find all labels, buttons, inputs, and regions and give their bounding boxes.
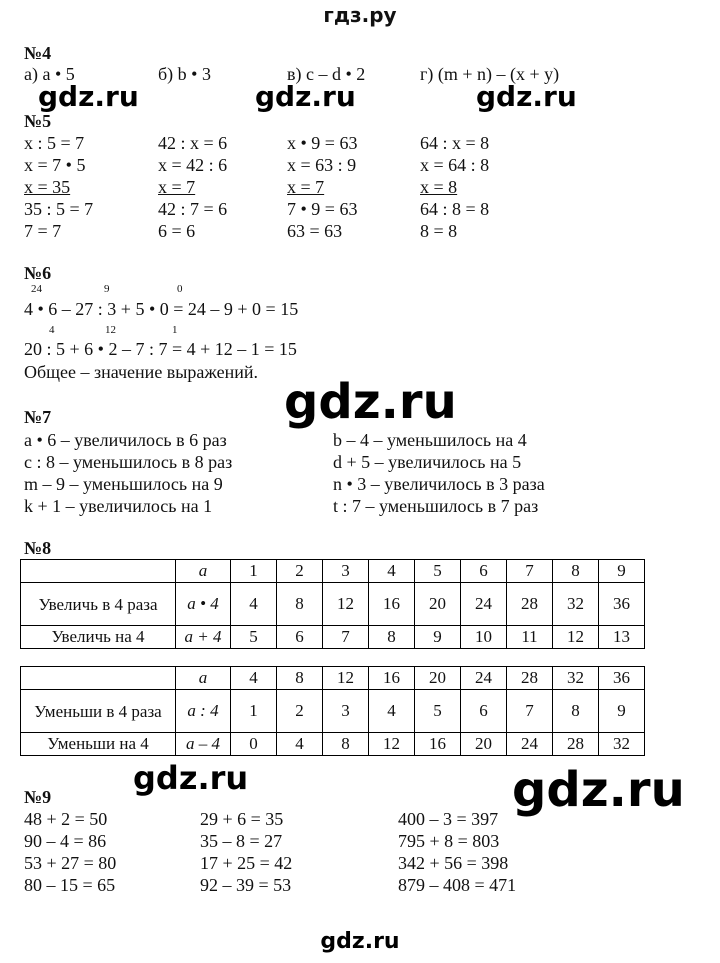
task-6-label: №6	[24, 263, 52, 283]
watermark: gdz.ru	[476, 80, 577, 113]
table-cell: 8	[277, 583, 323, 626]
order-mark: 12	[105, 324, 116, 336]
task-6-line-1: 4 • 6 – 27 : 3 + 5 • 0 = 24 – 9 + 0 = 15	[24, 299, 299, 319]
task-9-col-2	[200, 808, 292, 896]
equation: 795 + 8 = 803	[398, 831, 500, 851]
check: 64 : 8 = 8	[420, 199, 490, 219]
table-cell: 7	[507, 560, 553, 583]
table-cell: 12	[323, 667, 369, 690]
order-mark: 9	[104, 283, 110, 295]
table-row	[21, 690, 645, 733]
equation: x = 42 : 6	[158, 155, 228, 175]
table-header-row	[21, 560, 645, 583]
table-cell: 9	[599, 690, 645, 733]
table-cell: 2	[277, 690, 323, 733]
table-cell: 28	[507, 667, 553, 690]
table-cell: 36	[599, 583, 645, 626]
table-cell: 9	[415, 626, 461, 649]
order-mark: 0	[177, 283, 183, 295]
table-cell: 8	[323, 733, 369, 756]
task-4-item-b: б) b • 3	[158, 64, 211, 84]
table-cell: 1	[231, 560, 277, 583]
equation: 17 + 25 = 42	[200, 853, 293, 873]
table-increase	[20, 559, 645, 649]
table-cell: 12	[553, 626, 599, 649]
equation: 53 + 27 = 80	[24, 853, 117, 873]
watermark-footer: gdz.ru	[320, 929, 400, 954]
check: 7 = 7	[24, 221, 62, 241]
task-8-label: №8	[24, 538, 52, 558]
equation: 342 + 56 = 398	[398, 853, 509, 873]
site-title: гдз.ру	[323, 3, 397, 27]
table-cell: 16	[369, 667, 415, 690]
task-7-row: m – 9 – уменьшилось на 9	[24, 474, 223, 494]
watermark: gdz.ru	[38, 80, 139, 113]
task-5-label: №5	[24, 111, 52, 131]
check: 42 : 7 = 6	[158, 199, 228, 219]
table-cell: a • 4	[176, 583, 231, 626]
table-cell: 20	[461, 733, 507, 756]
table-cell: 4	[231, 667, 277, 690]
table-cell: 32	[553, 583, 599, 626]
table-cell: 36	[599, 667, 645, 690]
answer: x = 7	[287, 177, 325, 197]
task-7-left	[24, 429, 232, 517]
table-cell: 12	[323, 583, 369, 626]
table-cell: 20	[415, 667, 461, 690]
table-cell: Уменьши на 4	[21, 733, 176, 756]
answer: x = 35	[24, 177, 71, 197]
table-cell: 16	[415, 733, 461, 756]
table-cell: 24	[507, 733, 553, 756]
table-cell: a	[176, 560, 231, 583]
task-7-label: №7	[24, 407, 52, 427]
equation: 90 – 4 = 86	[24, 831, 107, 851]
table-cell: a – 4	[176, 733, 231, 756]
table-cell: 6	[461, 560, 507, 583]
check: 8 = 8	[420, 221, 458, 241]
table-cell: 32	[599, 733, 645, 756]
table-header-row	[21, 667, 645, 690]
check: 35 : 5 = 7	[24, 199, 94, 219]
task-9-col-1	[24, 808, 116, 896]
task-9-col-3	[398, 808, 516, 896]
table-cell: 28	[553, 733, 599, 756]
check: 63 = 63	[287, 221, 343, 241]
equation: x = 7 • 5	[24, 155, 86, 175]
task-5-col-3	[287, 132, 357, 242]
equation: 92 – 39 = 53	[200, 875, 292, 895]
order-mark: 24	[31, 283, 42, 295]
table-cell: 16	[369, 583, 415, 626]
task-7-row: a • 6 – увеличилось в 6 раз	[24, 430, 227, 450]
check: 6 = 6	[158, 221, 196, 241]
task-5-col-1	[24, 132, 93, 242]
task-4-item-g: г) (m + n) – (x + y)	[420, 64, 560, 84]
table-cell: 7	[323, 626, 369, 649]
task-7-row: n • 3 – увеличилось в 3 раза	[333, 474, 545, 494]
table-cell	[21, 667, 176, 690]
table-cell: 8	[553, 690, 599, 733]
table-row	[21, 626, 645, 649]
table-cell: 0	[231, 733, 277, 756]
table-cell: 4	[369, 560, 415, 583]
table-cell: 6	[461, 690, 507, 733]
table-cell: 8	[277, 667, 323, 690]
table-cell: Уменьши в 4 раза	[21, 690, 176, 733]
table-cell: 7	[507, 690, 553, 733]
equation: 64 : x = 8	[420, 133, 490, 153]
table-cell: 12	[369, 733, 415, 756]
task-7-row: b – 4 – уменьшилось на 4	[333, 430, 527, 450]
task-7-row: k + 1 – увеличилось на 1	[24, 496, 213, 516]
table-cell: 5	[415, 560, 461, 583]
table-cell: Увеличь на 4	[21, 626, 176, 649]
table-decrease	[20, 666, 645, 756]
table-cell: 8	[369, 626, 415, 649]
table-row	[21, 583, 645, 626]
table-cell: a + 4	[176, 626, 231, 649]
table-cell: 13	[599, 626, 645, 649]
table-cell: a	[176, 667, 231, 690]
table-cell: 32	[553, 667, 599, 690]
table-cell: 4	[369, 690, 415, 733]
equation: x = 64 : 8	[420, 155, 490, 175]
table-cell: 5	[231, 626, 277, 649]
table-cell: 4	[277, 733, 323, 756]
equation: 879 – 408 = 471	[398, 875, 517, 895]
equation: x : 5 = 7	[24, 133, 85, 153]
table-cell: 8	[553, 560, 599, 583]
task-4-item-v: в) c – d • 2	[287, 64, 366, 84]
table-cell: a : 4	[176, 690, 231, 733]
task-6-line-2: 20 : 5 + 6 • 2 – 7 : 7 = 4 + 12 – 1 = 15	[24, 339, 297, 359]
table-cell: Увеличь в 4 раза	[21, 583, 176, 626]
table-cell: 4	[231, 583, 277, 626]
table-cell: 24	[461, 667, 507, 690]
table-cell: 1	[231, 690, 277, 733]
equation: 48 + 2 = 50	[24, 809, 108, 829]
table-cell: 20	[415, 583, 461, 626]
watermark: gdz.ru	[284, 374, 457, 430]
equation: x • 9 = 63	[287, 133, 358, 153]
table-cell: 11	[507, 626, 553, 649]
table-cell: 9	[599, 560, 645, 583]
equation: 400 – 3 = 397	[398, 809, 499, 829]
equation: 35 – 8 = 27	[200, 831, 283, 851]
order-mark: 4	[49, 324, 55, 336]
task-9-label: №9	[24, 787, 52, 807]
watermark: gdz.ru	[255, 80, 356, 113]
answer: x = 8	[420, 177, 458, 197]
watermark: gdz.ru	[133, 759, 249, 797]
equation: 80 – 15 = 65	[24, 875, 116, 895]
order-mark: 1	[172, 324, 178, 336]
task-4-label: №4	[24, 43, 52, 63]
table-cell: 28	[507, 583, 553, 626]
task-7-right	[333, 429, 545, 517]
table-row	[21, 733, 645, 756]
table-cell: 24	[461, 583, 507, 626]
task-5-col-4	[420, 132, 489, 242]
table-cell: 5	[415, 690, 461, 733]
task-6-conclusion: Общее – значение выражений.	[24, 362, 258, 382]
task-5-col-2	[158, 132, 227, 242]
table-cell: 3	[323, 690, 369, 733]
equation: 29 + 6 = 35	[200, 809, 284, 829]
watermark: gdz.ru	[512, 762, 685, 818]
task-7-row: t : 7 – уменьшилось в 7 раз	[333, 496, 539, 516]
equation: 42 : x = 6	[158, 133, 228, 153]
task-7-row: c : 8 – уменьшилось в 8 раз	[24, 452, 233, 472]
table-cell: 2	[277, 560, 323, 583]
table-cell: 6	[277, 626, 323, 649]
answer: x = 7	[158, 177, 196, 197]
task-7-row: d + 5 – увеличилось на 5	[333, 452, 522, 472]
task-4-item-a: а) a • 5	[24, 64, 75, 84]
table-cell: 10	[461, 626, 507, 649]
equation: x = 63 : 9	[287, 155, 357, 175]
table-cell: 3	[323, 560, 369, 583]
check: 7 • 9 = 63	[287, 199, 358, 219]
table-cell	[21, 560, 176, 583]
